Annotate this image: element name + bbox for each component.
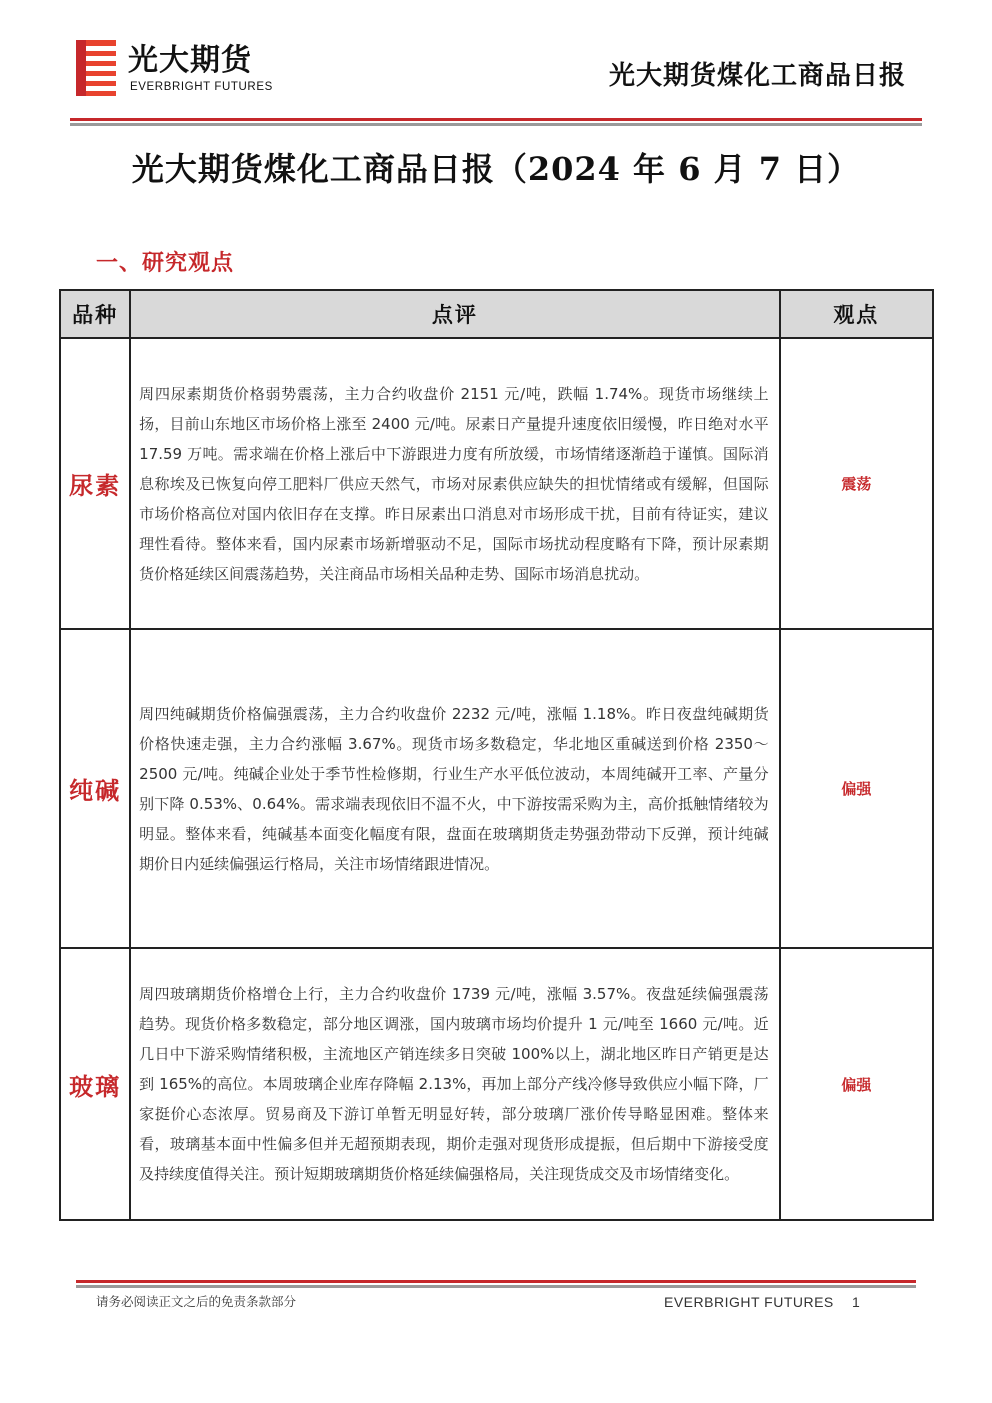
variety-cell: 纯碱 xyxy=(60,629,130,948)
section-heading: 一、研究观点 xyxy=(96,250,235,276)
brand-name-cn: 光大期货 xyxy=(128,43,252,78)
brand-name-en: EVERBRIGHT FUTURES xyxy=(130,81,273,93)
variety-cell: 玻璃 xyxy=(60,948,130,1220)
table-header-row xyxy=(60,290,933,338)
document-title: 光大期货煤化工商品日报（2024 年 6 月 7 日） xyxy=(131,150,861,188)
header-title: 光大期货煤化工商品日报 xyxy=(608,61,906,91)
header-divider-gray xyxy=(70,123,922,126)
view-cell: 偏强 xyxy=(780,948,933,1220)
footer-divider-red xyxy=(76,1280,916,1283)
table-row xyxy=(60,629,933,948)
header-view: 观点 xyxy=(780,290,933,338)
footer-brand: EVERBRIGHT FUTURES xyxy=(664,1294,834,1310)
view-cell: 震荡 xyxy=(780,338,933,629)
comment-cell: 周四纯碱期货价格偏强震荡，主力合约收盘价 2232 元/吨，涨幅 1.18%。昨日夜盘纯碱期货价格快速走强，主力合约涨幅 3.67%。现货市场多数稳定，华北地区重碱送到价格 2350～2500 元/吨。纯碱企业处于季节性检修期，行业生产水平低位波动，本周纯碱开工率、产量分别下降 0.53%、0.64%。需求端表现依旧不温不火，中下游按需采购为主，高价抵触情绪较为明显。整体来看，纯碱基本面变化幅度有限，盘面在玻璃期货走势强劲带动下反弹，预计纯碱期价日内延续偏强运行格局，关注市场情绪跟进情况。 xyxy=(130,629,779,948)
comment-cell: 周四玻璃期货价格增仓上行，主力合约收盘价 1739 元/吨，涨幅 3.57%。夜盘延续偏强震荡趋势。现货价格多数稳定，部分地区调涨，国内玻璃市场均价提升 1 元/吨至 1660 元/吨。近几日中下游采购情绪积极，主流地区产销连续多日突破 100%以上，湖北地区昨日产销更是达到 165%的高位。本周玻璃企业库存降幅 2.13%，再加上部分产线冷修导致供应小幅下降，厂家挺价心态浓厚。贸易商及下游订单暂无明显好转，部分玻璃厂涨价传导略显困难。整体来看，玻璃基本面中性偏多但并无超预期表现，期价走强对现货形成提振，但后期中下游接受度及持续度值得关注。预计短期玻璃期货价格延续偏强格局，关注现货成交及市场情绪变化。 xyxy=(130,948,779,1220)
header-comment: 点评 xyxy=(130,290,779,338)
footer-divider-gray xyxy=(76,1285,916,1288)
view-cell: 偏强 xyxy=(780,629,933,948)
comment-cell: 周四尿素期货价格弱势震荡，主力合约收盘价 2151 元/吨，跌幅 1.74%。现货市场继续上扬，目前山东地区市场价格上涨至 2400 元/吨。尿素日产量提升速度依旧缓慢，昨日绝对水平 17.59 万吨。需求端在价格上涨后中下游跟进力度有所放缓，市场情绪逐渐趋于谨慎。国际消息称埃及已恢复向停工肥料厂供应天然气，市场对尿素供应缺失的担忧情绪或有缓解，但国际市场价格高位对国内依旧存在支撑。昨日尿素出口消息对市场形成干扰，目前有待证实，建议理性看待。整体来看，国内尿素市场新增驱动不足，国际市场扰动程度略有下降，预计尿素期货价格延续区间震荡趋势，关注商品市场相关品种走势、国际市场消息扰动。 xyxy=(130,338,779,629)
page-number: 1 xyxy=(852,1294,860,1310)
research-view-table xyxy=(59,289,934,1221)
table-row xyxy=(60,948,933,1220)
table-row xyxy=(60,338,933,629)
everbright-logo-icon xyxy=(76,40,116,96)
header-variety: 品种 xyxy=(60,290,130,338)
footer-disclaimer: 请务必阅读正文之后的免责条款部分 xyxy=(96,1294,297,1309)
variety-cell: 尿素 xyxy=(60,338,130,629)
header-divider-red xyxy=(70,118,922,121)
